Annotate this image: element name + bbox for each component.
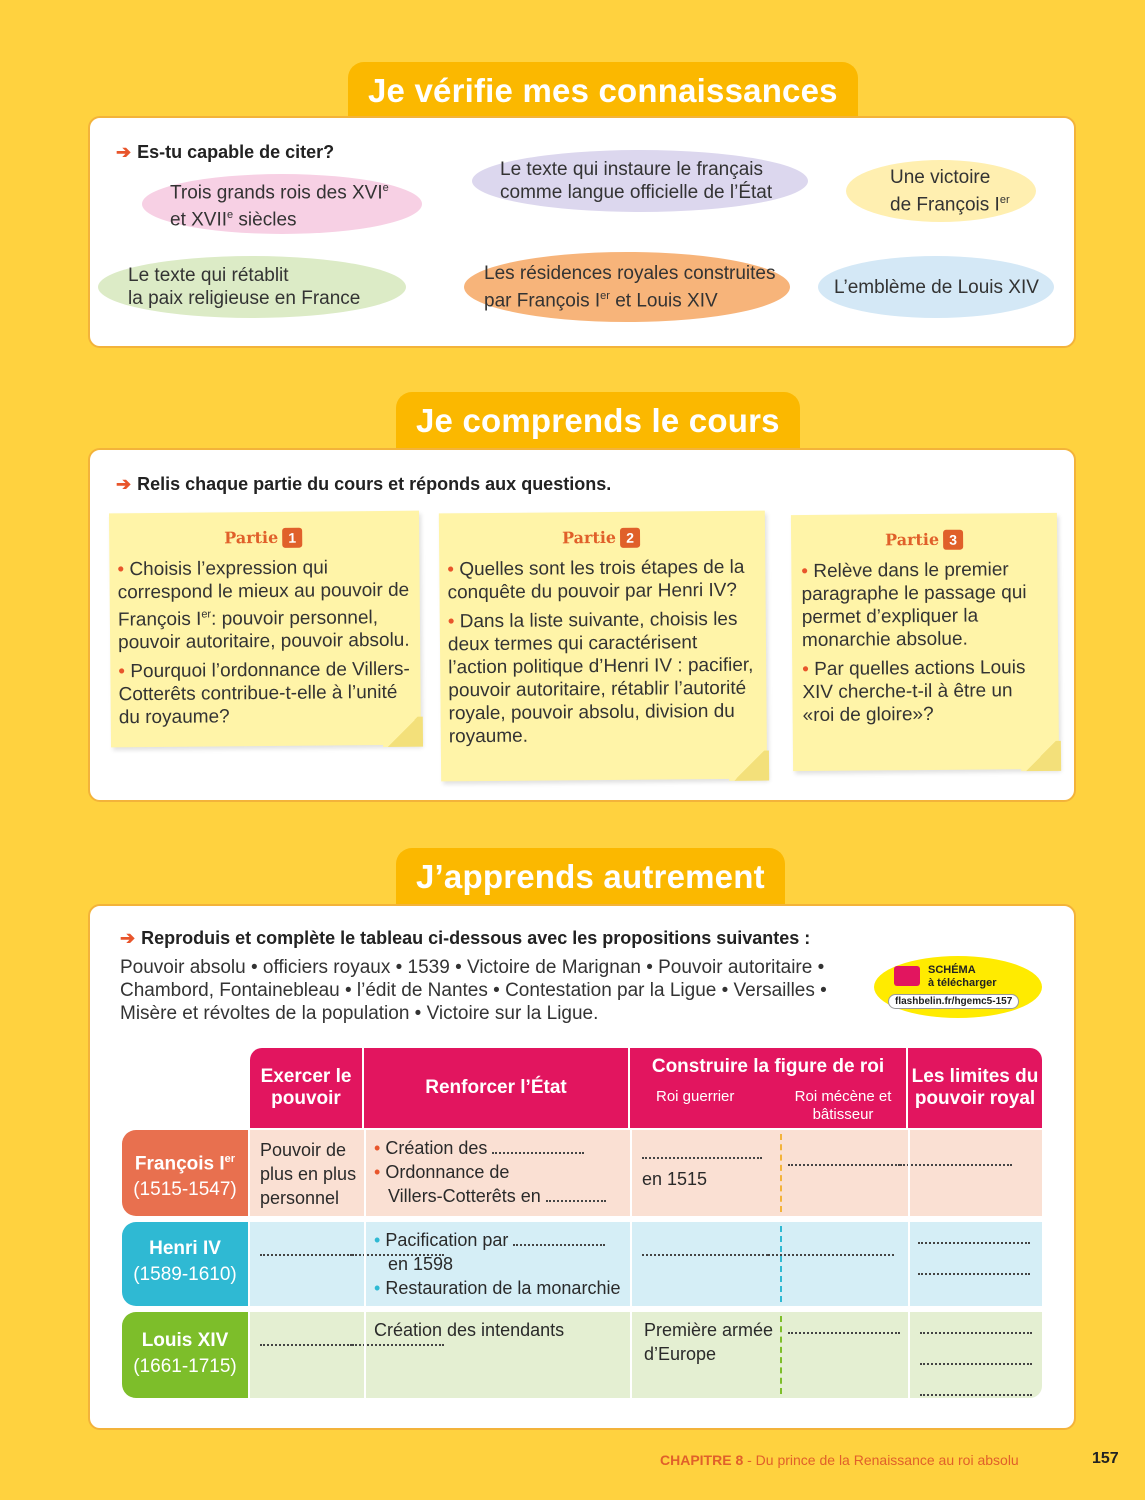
bubble-embleme: L’emblème de Louis XIV xyxy=(818,256,1054,318)
header-limites: Les limites du pouvoir royal xyxy=(908,1048,1042,1128)
bubble-texte-francais: Le texte qui instaure le français comme langue officielle de l’État xyxy=(472,150,808,212)
cell-henri-renforcer: • Pacification par en 1598 • Restauration de la monarchie xyxy=(374,1230,621,1298)
section-title-verifie: Je vérifie mes connaissances xyxy=(348,62,858,118)
header-renforcer: Renforcer l’État xyxy=(364,1048,628,1128)
section-title-apprends: J’apprends autrement xyxy=(396,848,785,904)
computer-icon xyxy=(894,966,920,986)
section-verifie-box xyxy=(88,116,1076,348)
cell-louis-mecene xyxy=(788,1320,900,1339)
bubble-rois: Trois grands rois des XVIe et XVIIe siècles xyxy=(142,174,422,234)
cell-francois-renforcer: • Création des • Ordonnance de Villers-Cotterêts en xyxy=(374,1136,630,1208)
header-mecene: Roi mécène et bâtisseur xyxy=(794,1088,892,1123)
arrow-icon: ➔ xyxy=(116,142,132,162)
section-title-comprends: Je comprends le cours xyxy=(396,392,800,448)
arrow-icon: ➔ xyxy=(116,474,132,494)
cell-henri-limites xyxy=(918,1230,1042,1280)
cell-francois-exercer: Pouvoir de plus en plus personnel xyxy=(260,1140,357,1208)
lead-question: ➔ Es-tu capable de citer? xyxy=(116,142,335,162)
cell-louis-renforcer: Création des intendants xyxy=(374,1320,565,1340)
row-francois xyxy=(122,1130,1042,1216)
header-construire: Construire la figure de roi Roi guerrier Roi mécène et bâtisseur xyxy=(630,1048,906,1128)
propositions-text: Pouvoir absolu • officiers royaux • 1539 • Victoire de Marignan • Pouvoir autoritaire • Chambord, Fontainebleau • l’édit de Nantes • Contestation par la Ligue • Versailles • Misère et révoltes de la population • Victoire sur la Ligue. xyxy=(120,957,827,1024)
note-partie-2: Partie 2 • Quelles sont les trois étapes de la conquête du pouvoir par Henri IV? • Dans la liste suivante, choisis les deux termes qui caractérisent l’action politique d’Henri IV : pacifier, pouvoir autoritaire, rétablir l’autorité royale, pouvoir absolu, division du royaume. xyxy=(439,511,767,782)
note-partie-1: Partie 1 • Choisis l’expression qui correspond le mieux au pouvoir de François Ier: pouvoir personnel, pouvoir autoritaire, pouvoir absolu. • Pourquoi l’ordonnance de Villers-Cotterêts contribue-t-elle à l’unité du royaume? xyxy=(109,511,421,748)
cell-louis-guerrier: Première armée d’Europe xyxy=(644,1320,774,1364)
arrow-icon: ➔ xyxy=(120,928,136,948)
note-partie-3: Partie 3 • Relève dans le premier paragraphe le passage qui permet d’expliquer la monarchie absolue. • Par quelles actions Louis XIV cherche-t-il à être un «roi de gloire»? xyxy=(791,513,1059,771)
king-henri: Henri IV (1589-1610) xyxy=(122,1222,248,1306)
header-exercer: Exercer le pouvoir xyxy=(250,1048,362,1128)
king-louis: Louis XIV (1661-1715) xyxy=(122,1312,248,1398)
schema-badge[interactable] xyxy=(874,956,1042,1018)
table-header-row xyxy=(250,1048,1042,1128)
bubble-paix-religieuse: Le texte qui rétablit la paix religieuse en France xyxy=(98,256,406,318)
footer-chapter: CHAPITRE 8 - Du prince de la Renaissance au roi absolu xyxy=(660,1452,1019,1468)
schema-download: à télécharger xyxy=(928,977,997,989)
section-apprends-box xyxy=(88,904,1076,1430)
cell-henri-guerrier xyxy=(642,1230,894,1261)
bubble-residences: Les résidences royales construites par François Ier et Louis XIV xyxy=(464,252,790,322)
row-louis xyxy=(122,1312,1042,1398)
section-comprends-box xyxy=(88,448,1076,802)
header-guerrier: Roi guerrier xyxy=(656,1088,735,1105)
lead-relis: ➔ Relis chaque partie du cours et réponds aux questions. xyxy=(116,474,612,494)
cell-francois-guerrier: en 1515 xyxy=(642,1140,772,1192)
page-number: 157 xyxy=(1092,1450,1119,1467)
schema-label: SCHÉMA xyxy=(928,964,976,976)
cell-louis-limites xyxy=(920,1320,1042,1401)
lead-reproduis: ➔ Reproduis et complète le tableau ci-dessous avec les propositions suivantes : xyxy=(120,928,811,948)
king-francois: François Ier (1515-1547) xyxy=(122,1130,248,1216)
cell-francois-mecene xyxy=(788,1140,1012,1171)
bubble-victoire: Une victoire de François Ier xyxy=(846,160,1036,222)
schema-url[interactable]: flashbelin.fr/hgemc5-157 xyxy=(888,994,1019,1009)
row-henri xyxy=(122,1222,1042,1306)
